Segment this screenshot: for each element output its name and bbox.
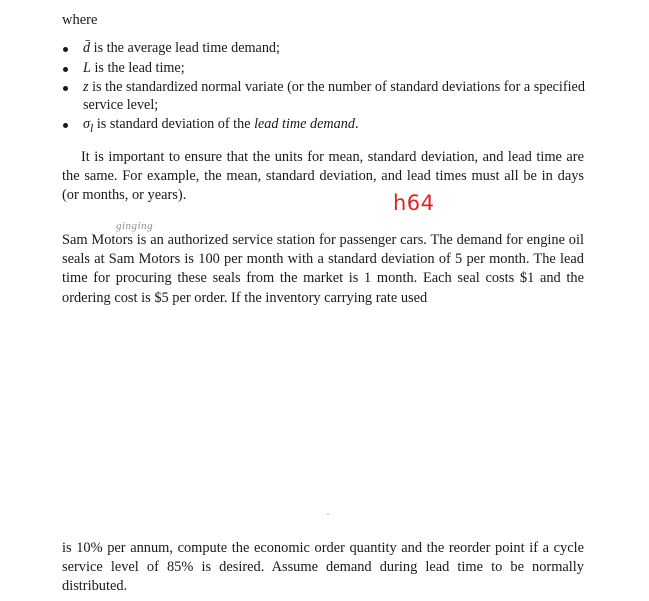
symbol-sigma-subscript: l <box>90 120 94 135</box>
definition-item-z <box>62 79 592 114</box>
definition-text: is the standardized normal variate (or the number of standard deviations for a specified service level; <box>83 79 585 113</box>
definition-text-italic: lead time demand <box>254 116 355 132</box>
problem-paragraph-end: is 10% per annum, compute the economic order quantity and the reorder point if a cycle service level of 85% is desired. Assume demand during lead time to be normally distributed. <box>62 540 584 595</box>
definition-item-L <box>62 60 592 78</box>
overprint-scribble: ginging <box>116 220 154 232</box>
where-label: where <box>62 12 98 28</box>
definition-item-sigma <box>62 116 592 137</box>
symbol-L: L <box>83 59 91 76</box>
definition-text: is standard deviation of the <box>93 116 255 132</box>
definition-item-d <box>62 40 592 58</box>
symbol-z: z <box>83 79 89 95</box>
page-speck <box>327 513 329 515</box>
definition-text: is the lead time; <box>90 59 185 76</box>
handwritten-note: h64 <box>393 191 435 215</box>
definition-text: is the average lead time demand; <box>90 40 280 56</box>
symbol-sigma: σ <box>83 116 90 132</box>
symbol-d-bar: d̄ <box>83 40 91 56</box>
definition-text-end: . <box>354 116 359 132</box>
problem-paragraph-start: Sam Motors is an authorized service station for passenger cars. The demand for engine oil seals at Sam Motors is 100 per month with a standard deviation of 5 per month. The lead time for procuring these seals from the market is 1 month. Each seal costs $1 and the ordering cost is $5 per order. If the inventory carrying rate used <box>62 232 584 306</box>
definitions-list <box>62 40 592 139</box>
units-paragraph: It is important to ensure that the units for mean, standard deviation, and lead time are the same. For example, the mean, standard deviation, and lead times must all be in days (or months, or years). <box>62 149 584 204</box>
